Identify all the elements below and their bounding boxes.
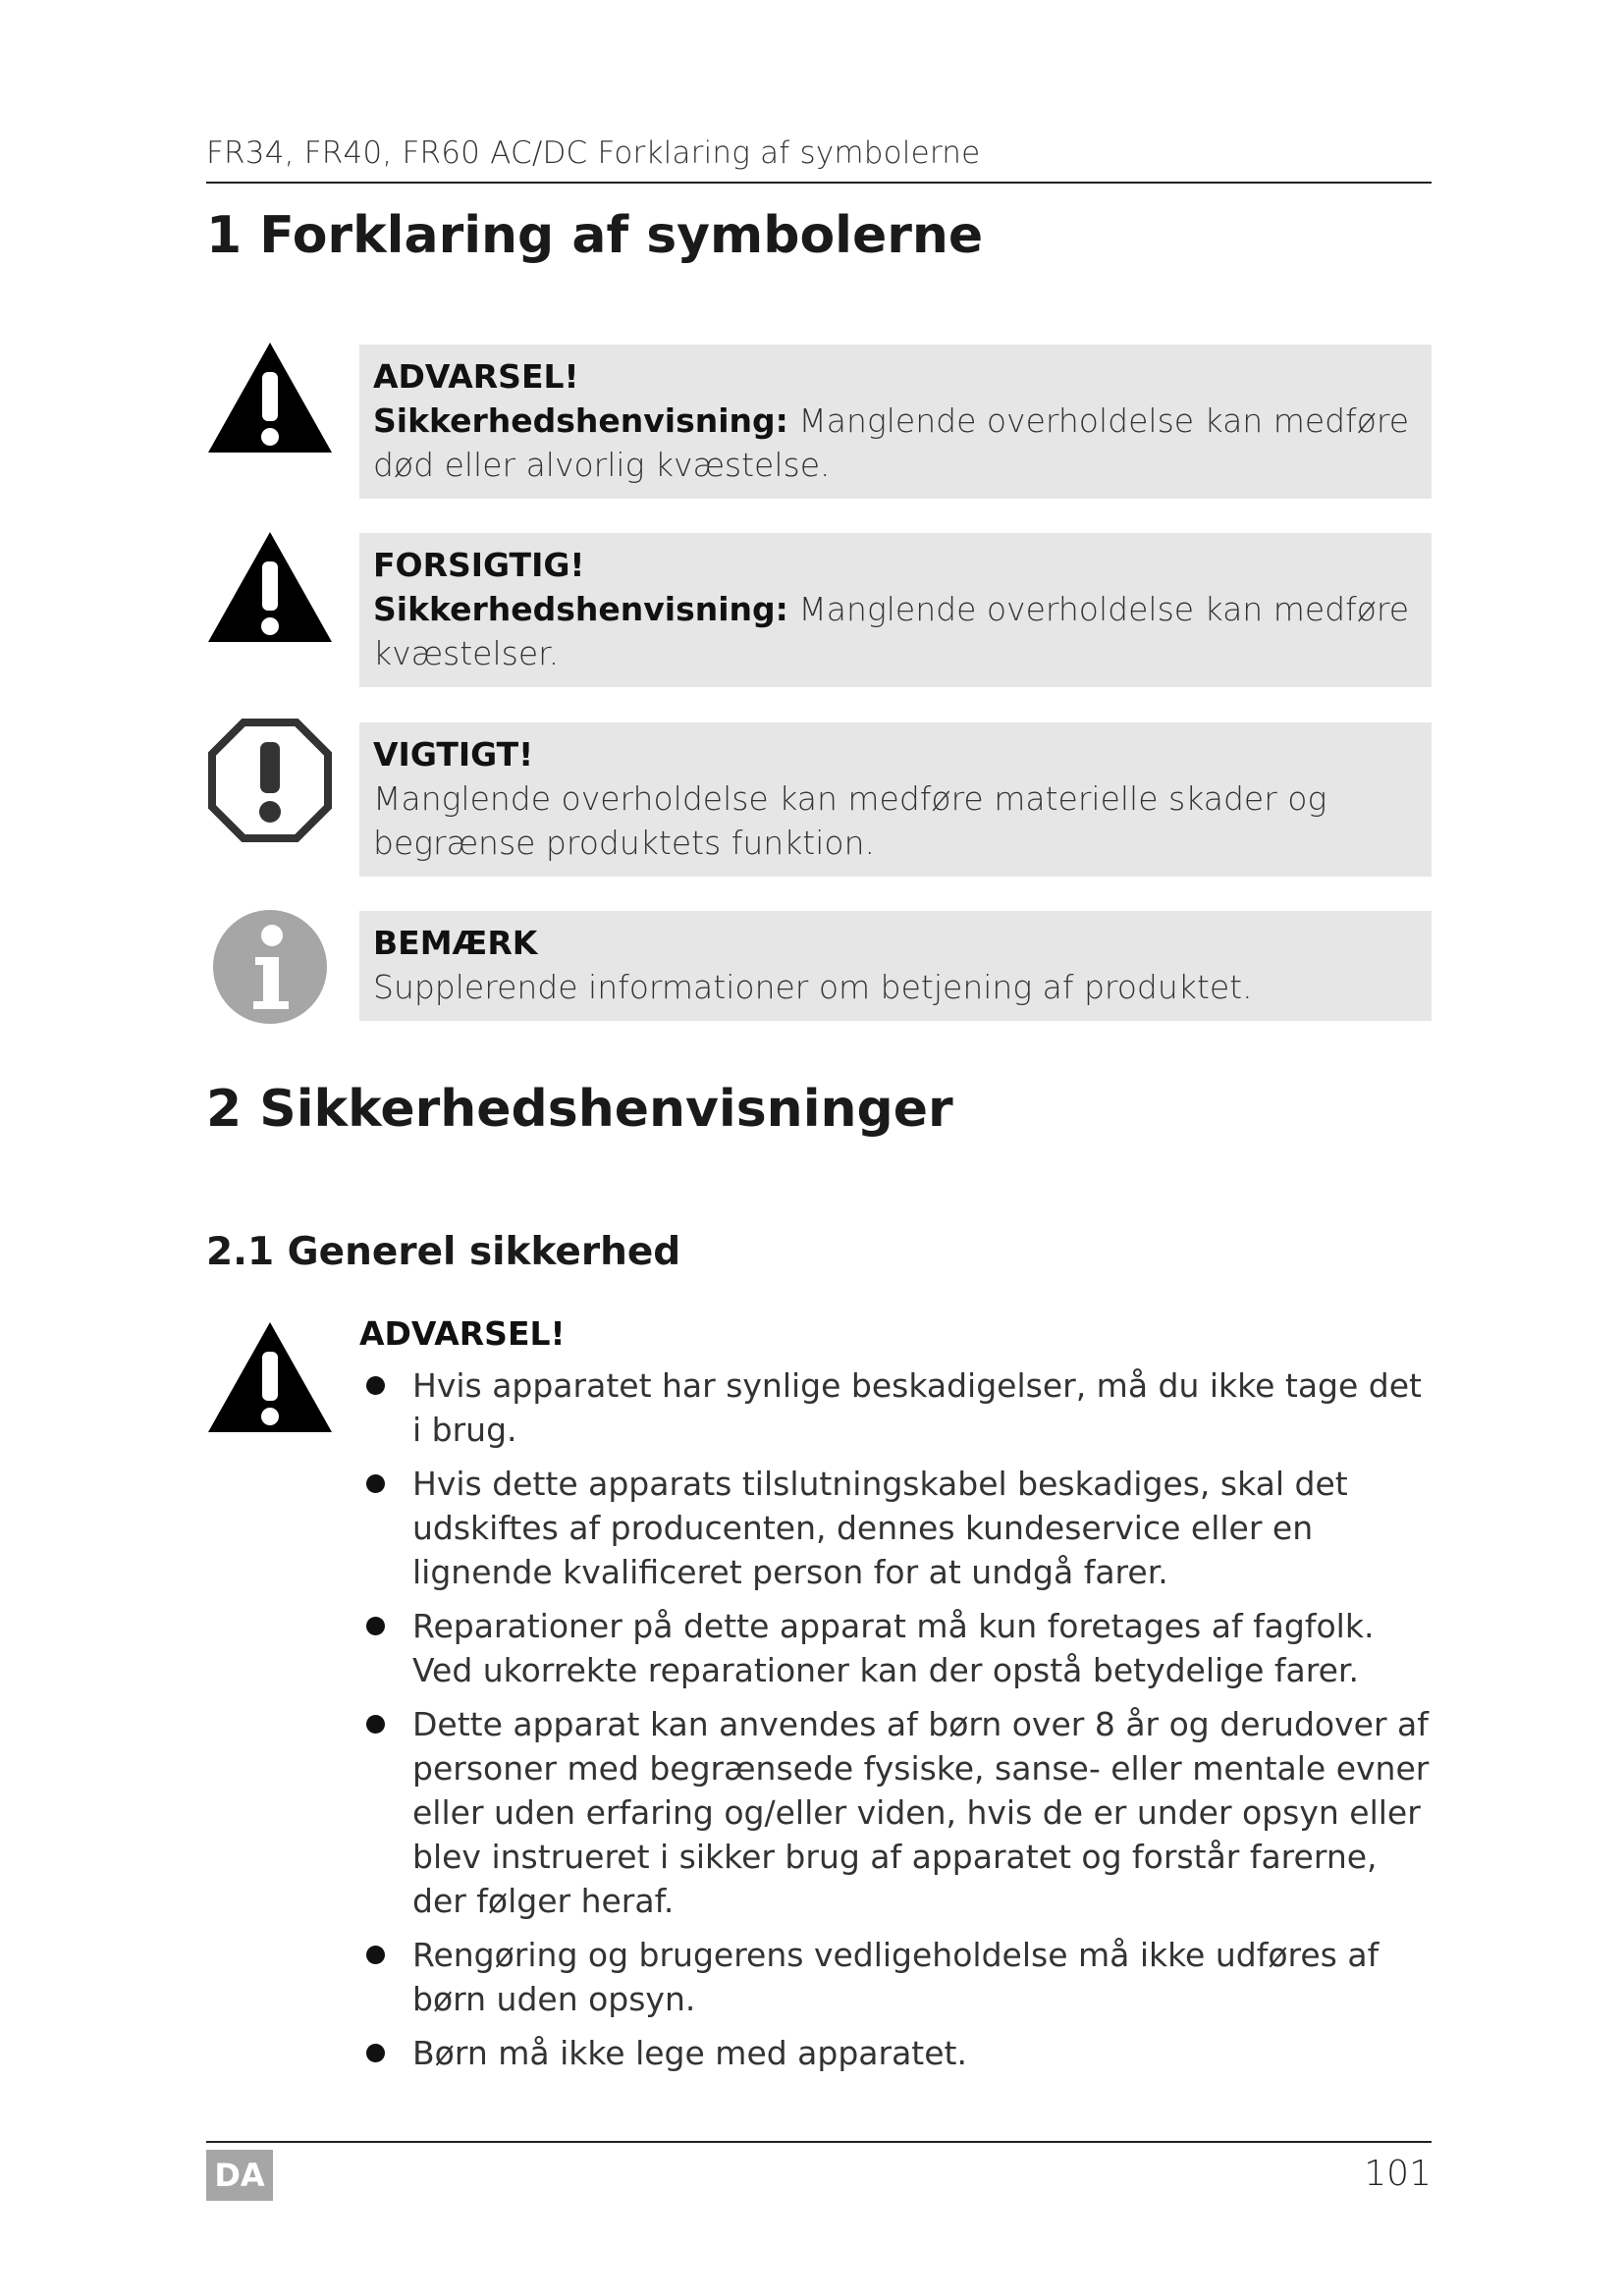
general-safety-warning (359, 1312, 1432, 2085)
warning-triangle-icon (206, 341, 334, 468)
important-octagon-icon (206, 717, 334, 844)
info-circle-icon (206, 903, 334, 1031)
header-divider (206, 182, 1432, 184)
notice-lead: Sikkerhedshenvisning: (373, 401, 788, 440)
bullet-icon (366, 1376, 385, 1395)
list-item-text: Rengøring og brugerens vedligeholdelse må ikke udføres af børn uden opsyn. (412, 1936, 1380, 2018)
running-header: FR34, FR40, FR60 AC/DC Forklaring af symbolerne (206, 135, 981, 171)
notice-heading: FORSIGTIG! (373, 546, 585, 584)
list-item (359, 1604, 1432, 1692)
notice-text: Manglende overholdelse kan medføre materielle skader og begrænse produktets funktion. (373, 779, 1327, 862)
bullet-icon (366, 1715, 385, 1734)
safety-bullet-list (359, 1363, 1432, 2075)
list-item (359, 1933, 1432, 2021)
list-item (359, 1702, 1432, 1923)
footer-divider (206, 2141, 1432, 2143)
list-item (359, 1363, 1432, 1452)
bullet-icon (366, 2044, 385, 2062)
notice-box-important (359, 722, 1432, 877)
list-item-text: Hvis dette apparats tilslutningskabel beskadiges, skal det udskiftes af producenten, dennes kundeservice eller en lignende kvalificeret person for at undgå farer. (412, 1465, 1348, 1591)
notice-box-warning (359, 345, 1432, 499)
notice-text: Manglende overholdelse kan medføre død eller alvorlig kvæstelse. (373, 401, 1410, 484)
language-badge: DA (206, 2150, 273, 2201)
notice-text: Manglende overholdelse kan medføre kvæstelser. (373, 590, 1410, 672)
notice-lead: Sikkerhedshenvisning: (373, 590, 788, 628)
notice-box-caution (359, 533, 1432, 687)
caution-triangle-icon (206, 530, 334, 658)
list-item-text: Børn må ikke lege med apparatet. (412, 2034, 967, 2072)
notice-box-note (359, 911, 1432, 1021)
notice-heading: BEMÆRK (373, 924, 538, 962)
list-item-text: Hvis apparatet har synlige beskadigelser, må du ikke tage det i brug. (412, 1366, 1422, 1449)
bullet-icon (366, 1946, 385, 1964)
notice-text: Supplerende informationer om betjening af produktet. (373, 968, 1253, 1006)
bullet-icon (366, 1474, 385, 1493)
list-item-text: Reparationer på dette apparat må kun foretages af fagfolk. Ved ukorrekte reparationer kan der opstå betydelige farer. (412, 1607, 1375, 1689)
section-1-title: 1 Forklaring af symbolerne (206, 206, 984, 265)
list-item (359, 2031, 1432, 2075)
warning-heading: ADVARSEL! (359, 1314, 566, 1353)
notice-heading: VIGTIGT! (373, 735, 534, 774)
list-item-text: Dette apparat kan anvendes af børn over 8 år og derudover af personer med begrænsede fysiske, sanse- eller mentale evner eller uden erfaring og/eller viden, hvis de er under opsyn eller blev instrueret i sikker brug af apparatet og forstår farerne, der følger heraf. (412, 1705, 1430, 1920)
list-item (359, 1462, 1432, 1594)
notice-heading: ADVARSEL! (373, 357, 579, 396)
bullet-icon (366, 1617, 385, 1635)
section-2-title: 2 Sikkerhedshenvisninger (206, 1080, 953, 1139)
warning-triangle-icon (206, 1320, 334, 1448)
page-number: 101 (1364, 2154, 1432, 2194)
subsection-2-1-title: 2.1 Generel sikkerhed (206, 1230, 681, 1274)
